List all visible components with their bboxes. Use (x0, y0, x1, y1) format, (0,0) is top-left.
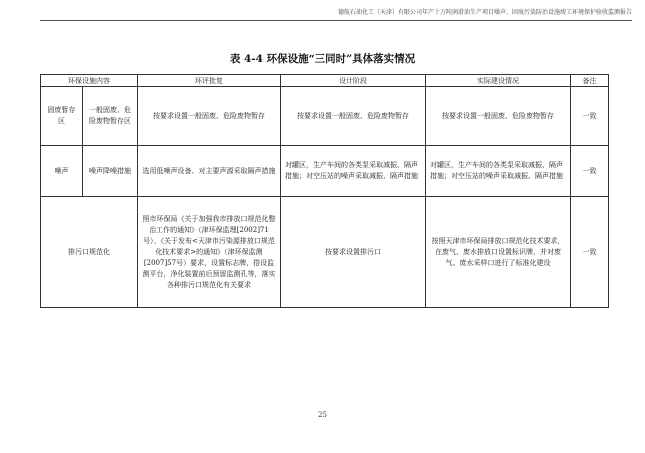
table-title: 表 4-4 环保设施“三同时”具体落实情况 (229, 53, 416, 65)
column-header-actual: 实际建设情况 (426, 75, 571, 87)
row-actual-cell: 按要求设置一般固废、危险废物暂存 (426, 87, 571, 146)
row-category-cell: 噪声 (41, 146, 83, 197)
page-number: 25 (318, 411, 327, 419)
row-actual-cell: 按照天津市环保局排放口规范化技术要求，在废气、废水排放口设置标识牌，并对废气、废水采样口进行了标准化建设 (426, 197, 571, 308)
row-actual-cell: 对罐区，生产车间的各类泵采取减振、隔声措施；对空压站的噪声采取减振、隔声措施 (426, 146, 571, 197)
column-header-remark: 备注 (571, 75, 609, 87)
row-design-cell: 对罐区，生产车间的各类泵采取减振、隔声措施；对空压站的噪声采取减振、隔声措施 (281, 146, 426, 197)
column-header-design: 设计阶段 (281, 75, 426, 87)
row-remark-cell: 一致 (571, 197, 609, 308)
row-approval-cell: 选用低噪声设备、对主要声源采取隔声措施 (138, 146, 281, 197)
column-header-approval: 环评批复 (138, 75, 281, 87)
table-header-row (41, 75, 609, 87)
implementation-table (40, 74, 609, 308)
row-item-cell: 噪声降噪措施 (83, 146, 138, 197)
running-header: 德航石油化工（天津）有限公司年产十万吨润滑油生产项目噪声、固废污染防治设施竣工环境保护验收监测报告 (337, 9, 632, 16)
row-category-cell: 固废暂存区 (41, 87, 83, 146)
row-design-cell: 按要求设置一般固废、危险废物暂存 (281, 87, 426, 146)
column-header-facility: 环保设施内容 (41, 75, 138, 87)
row-remark-cell: 一致 (571, 87, 609, 146)
row-approval-cell: 按要求设置一般固废、危险废物暂存 (138, 87, 281, 146)
row-category-cell: 排污口规范化 (41, 197, 138, 308)
header-rule (40, 20, 632, 21)
row-remark-cell: 一致 (571, 146, 609, 197)
table-row (41, 146, 609, 197)
row-item-cell: 一般固废、危险废物暂存区 (83, 87, 138, 146)
table-row (41, 87, 609, 146)
table-row (41, 197, 609, 308)
row-design-cell: 按要求设置排污口 (281, 197, 426, 308)
row-approval-cell: 照市环保局《关于加强我市排放口规范化整治工作的通知》（津环保监理[2002]71号）、《关于发布<天津市污染源排放口规范化技术要求>的通知》（津环保监测[2007]57号）要求，设置标志牌，搭设监测平台，净化装置前后预留监测孔等，落实各种排污口规范化有关要求 (138, 197, 281, 308)
